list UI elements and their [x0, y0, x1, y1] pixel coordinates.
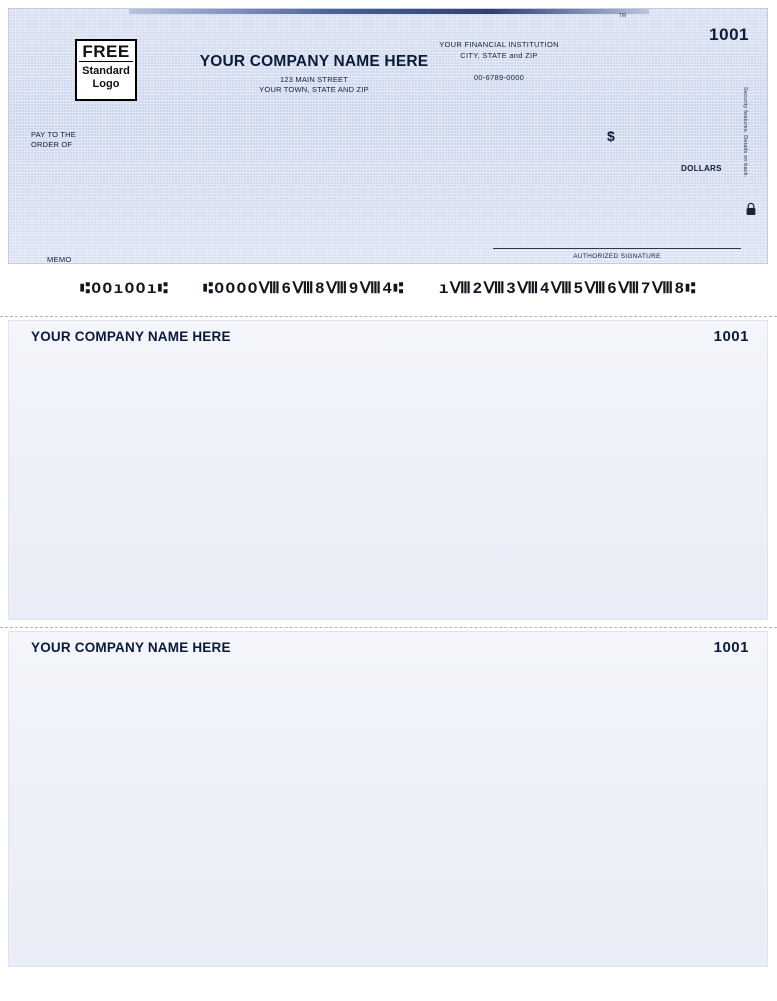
- check-stub-1: [8, 320, 768, 620]
- company-name: YOUR COMPANY NAME HERE: [199, 53, 429, 70]
- bank-fraction: 00-6789-0000: [473, 73, 525, 82]
- signature-line: [493, 248, 741, 249]
- company-city-state-zip: YOUR TOWN, STATE AND ZIP: [259, 85, 369, 94]
- company-street: 123 MAIN STREET: [279, 75, 349, 84]
- pay-to-line-1: PAY TO THE: [31, 130, 76, 139]
- stub-2-check-number: 1001: [713, 639, 749, 656]
- logo-line-standard: Standard: [82, 65, 130, 77]
- authorized-signature-label: AUTHORIZED SIGNATURE: [573, 253, 661, 260]
- stub-2-company-name: YOUR COMPANY NAME HERE: [31, 640, 231, 655]
- check-stub-2: [8, 631, 768, 967]
- dollar-sign: $: [607, 128, 615, 144]
- bank-city-state-zip: CITY, STATE and ZIP: [460, 51, 538, 60]
- free-standard-logo-box: [75, 39, 137, 101]
- check-face: [8, 8, 768, 264]
- check-number: 1001: [709, 25, 749, 44]
- logo-line-logo: Logo: [92, 78, 120, 90]
- logo-line-free: FREE: [79, 43, 133, 62]
- stub-1-check-number: 1001: [713, 328, 749, 345]
- bank-info-block: [399, 39, 599, 83]
- micr-routing-number: ⑆OOOOⅧ6Ⅷ8Ⅷ9Ⅷ4⑆: [203, 280, 405, 298]
- memo-label: MEMO: [47, 255, 72, 264]
- dollars-label: DOLLARS: [681, 164, 722, 173]
- micr-account-number: ıⅧ2Ⅷ3Ⅷ4Ⅷ5Ⅷ6Ⅷ7Ⅷ8⑆: [438, 280, 697, 298]
- pay-to-line-2: ORDER OF: [31, 140, 73, 149]
- perforation-line-2: [0, 627, 777, 628]
- pay-to-the-order-of-label: [31, 130, 76, 150]
- micr-line: [0, 278, 777, 298]
- trademark-label: TM: [619, 13, 627, 19]
- bank-name: YOUR FINANCIAL INSTITUTION: [439, 40, 559, 49]
- decorative-top-bar: [129, 9, 649, 14]
- stub-1-company-name: YOUR COMPANY NAME HERE: [31, 329, 231, 344]
- security-features-note: Security features. Details on back.: [742, 87, 748, 178]
- micr-check-serial: ⑆OOıOOı⑆: [80, 280, 170, 298]
- perforation-line-1: [0, 316, 777, 317]
- padlock-icon: [745, 202, 757, 216]
